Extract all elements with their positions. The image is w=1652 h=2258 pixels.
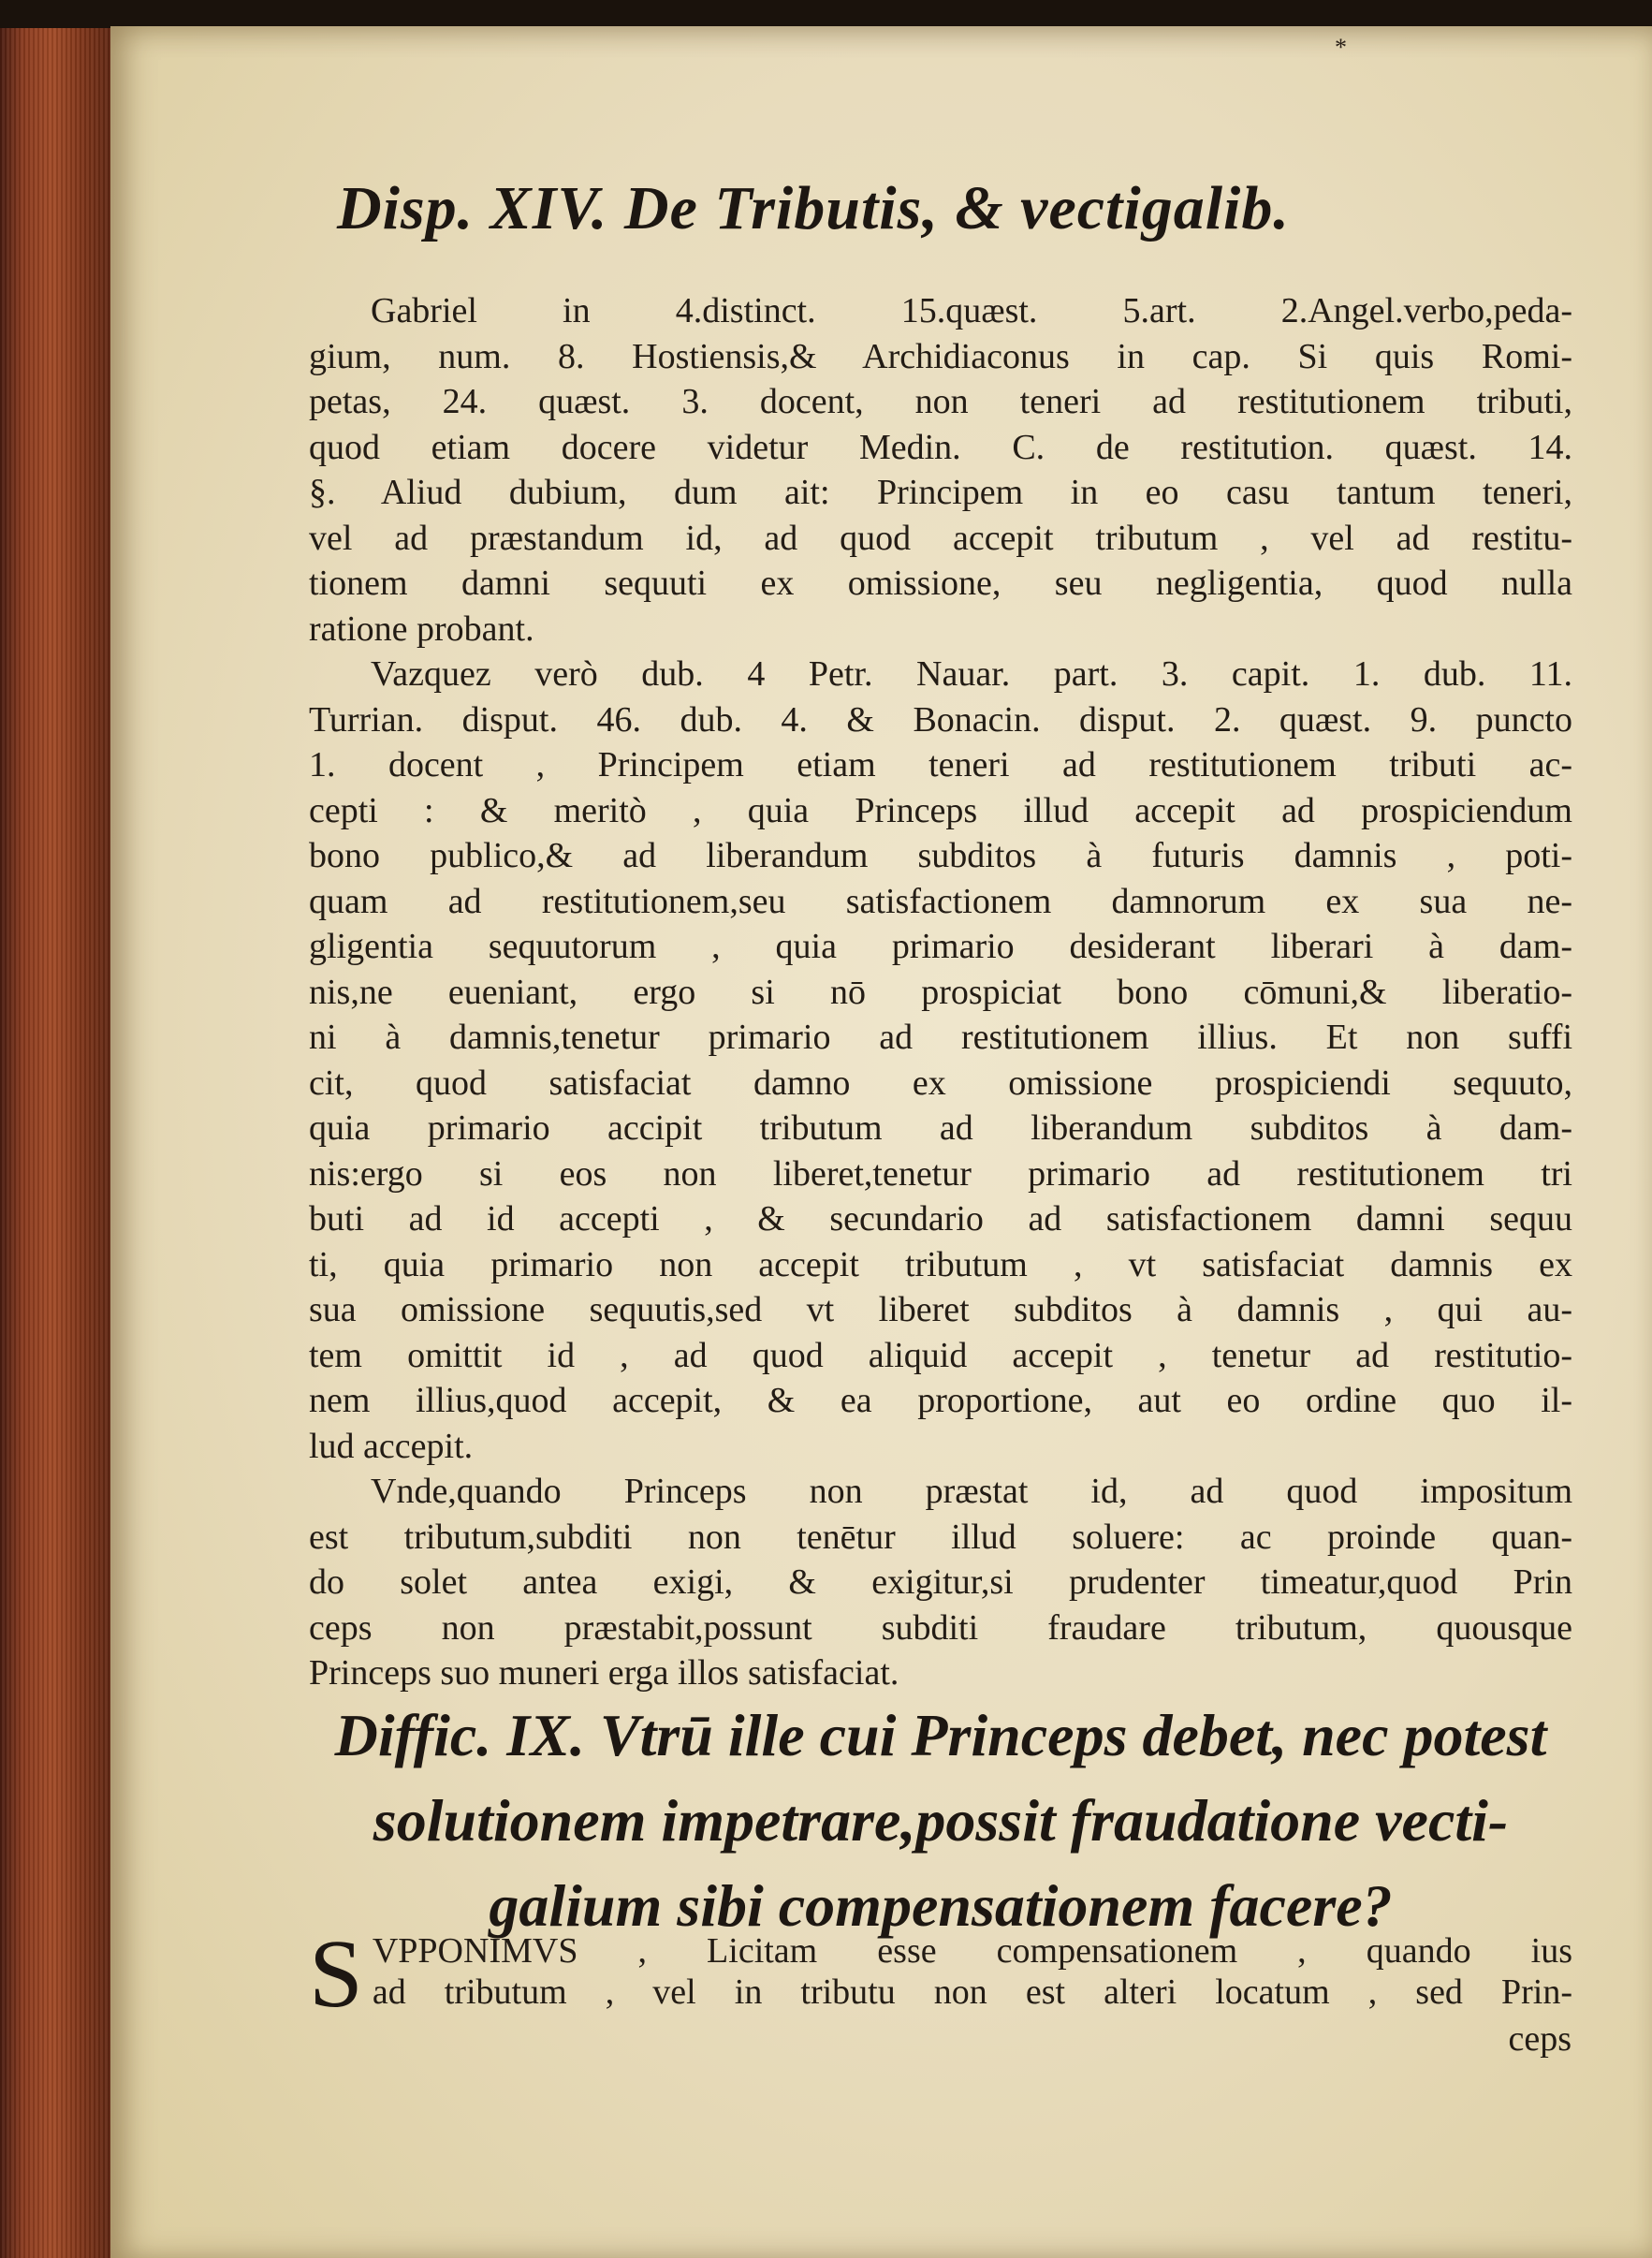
main-text	[309, 288, 1572, 1696]
text-line: quia primario accipit tributum ad liberandum subditos à dam-	[309, 1108, 1572, 1148]
text-line: ad tributum , vel in tributu non est alteri locatum , sed Prin-	[372, 1972, 1572, 2012]
text-line: Vnde,quando Princeps non præstat id, ad quod impositum	[371, 1472, 1572, 1511]
text-line: lud accepit.	[309, 1426, 474, 1466]
text-line: quam ad restitutionem,seu satisfactionem damnorum ex sua ne-	[309, 881, 1572, 921]
drop-cap: S	[309, 1920, 363, 2028]
text-line: VPPONIMVS , Licitam esse compensationem , quando ius	[372, 1931, 1572, 1971]
text-line: nem illius,quod accepit, & ea proportione, aut eo ordine quo il-	[309, 1381, 1572, 1420]
text-line: bono publico,& ad liberandum subditos à futuris damnis , poti-	[309, 836, 1572, 875]
book-fore-edge	[0, 28, 117, 2258]
text-line: tionem damni sequuti ex omissione, seu negligentia, quod nulla	[309, 564, 1572, 603]
text-line: Turrian. disput. 46. dub. 4. & Bonacin. disput. 2. quæst. 9. puncto	[309, 699, 1572, 740]
text-line: 1. docent , Principem etiam teneri ad restitutionem tributi ac-	[309, 745, 1572, 784]
paragraph-3	[309, 1469, 1572, 1696]
difficulty-heading	[309, 1693, 1572, 1948]
catchword: ceps	[1508, 2019, 1572, 2059]
text-line: vel ad præstandum id, ad quod accepit tributum , vel ad restitu-	[309, 518, 1572, 558]
text-line: Vazquez verò dub. 4 Petr. Nauar. part. 3. capit. 1. dub. 11.	[371, 654, 1572, 694]
text-line: Princeps suo muneri erga illos satisfaciat.	[309, 1653, 899, 1693]
page-corner-mark: *	[1335, 34, 1347, 61]
text-line: cepti : & meritò , quia Princeps illud accepit ad prospiciendum	[309, 790, 1572, 830]
paragraph-2	[309, 652, 1572, 1469]
text-line: ti, quia primario non accepit tributum , vt satisfaciat damnis ex	[309, 1244, 1572, 1284]
text-line: do solet antea exigi, & exigitur,si prudenter timeatur,quod Prin	[309, 1562, 1572, 1602]
text-line: ceps non præstabit,possunt subditi fraudare tributum, quousque	[309, 1607, 1572, 1648]
paragraph-1	[309, 288, 1572, 652]
text-line: nis,ne eueniant, ergo si nō prospiciat bono cōmuni,& liberatio-	[309, 972, 1572, 1012]
text-line: §. Aliud dubium, dum ait: Principem in eo casu tantum teneri,	[309, 473, 1572, 512]
text-line: quod etiam docere videtur Medin. C. de restitution. quæst. 14.	[309, 427, 1572, 467]
heading-line: solutionem impetrare,possit fraudatione vecti-	[373, 1787, 1509, 1854]
text-line: tem omittit id , ad quod aliquid accepit , tenetur ad restitutio-	[309, 1335, 1572, 1375]
text-line: sua omissione sequutis,sed vt liberet subditos à damnis , qui au-	[309, 1290, 1572, 1329]
text-line: petas, 24. quæst. 3. docent, non teneri ad restitutionem tributi,	[309, 382, 1572, 421]
heading-line: Diffic. IX. Vtrū ille cui Princeps debet, nec potest	[334, 1702, 1547, 1768]
running-header: Disp. XIV. De Tributis, & vectigalib.	[337, 174, 1290, 242]
text-line: nis:ergo si eos non liberet,tenetur primario ad restitutionem tri	[309, 1153, 1572, 1194]
text-line: ratione probant.	[309, 608, 534, 649]
text-line: ni à damnis,tenetur primario ad restitutionem illius. Et non suffi	[309, 1018, 1572, 1057]
text-line: gligentia sequutorum , quia primario desiderant liberari à dam-	[309, 927, 1572, 966]
final-paragraph	[309, 1920, 1572, 2028]
heading-line: galium sibi compensationem facere?	[489, 1872, 1393, 1939]
text-line: cit, quod satisfaciat damno ex omissione prospiciendi sequuto,	[309, 1063, 1572, 1103]
text-line: Gabriel in 4.distinct. 15.quæst. 5.art. 2.Angel.verbo,peda-	[371, 291, 1572, 330]
text-line: gium, num. 8. Hostiensis,& Archidiaconus in cap. Si quis Romi-	[309, 336, 1572, 376]
text-line: est tributum,subditi non tenētur illud soluere: ac proinde quan-	[309, 1517, 1572, 1557]
text-line: buti ad id accepti , & secundario ad satisfactionem damni sequu	[309, 1199, 1572, 1239]
